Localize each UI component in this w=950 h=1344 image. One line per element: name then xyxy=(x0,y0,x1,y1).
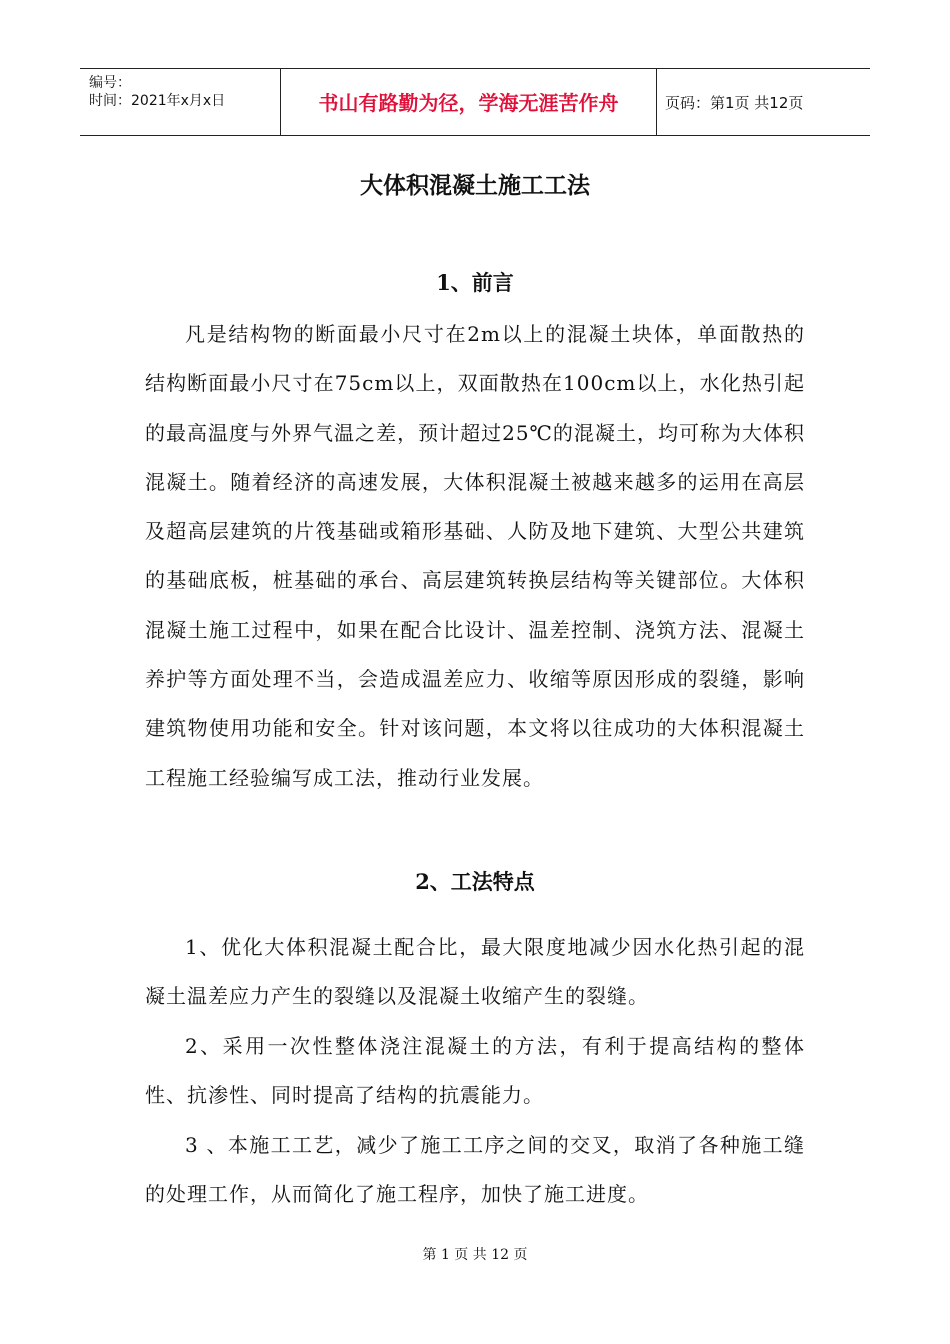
header-motto: 书山有路勤为径，学海无涯苦作舟 xyxy=(318,91,619,115)
page-header xyxy=(80,68,870,136)
page-footer: 第 1 页 共 12 页 xyxy=(422,1247,528,1263)
header-page-info: 页码：第1页 共12页 xyxy=(665,94,804,112)
time-label: 时间：2021年x月x日 xyxy=(89,93,226,109)
document-title: 大体积混凝土施工工法 xyxy=(360,172,590,199)
header-motto-cell xyxy=(280,69,657,135)
paragraph: 2、采用一次性整体浇注混凝土的方法，有利于提高结构的整体性、抗渗性、同时提高了结构的抗震能力。 xyxy=(145,1034,805,1108)
section-heading: 1、前言 xyxy=(436,270,514,295)
paragraph: 凡是结构物的断面最小尺寸在2m以上的混凝土块体，单面散热的结构断面最小尺寸在75cm以上，双面散热在100cm以上，水化热引起的最高温度与外界气温之差，预计超过25℃的混凝土，均可称为大体积混凝土。随着经济的高速发展，大体积混凝土被越来越多的运用在高层及超高层建筑的片筏基础或箱形基础、人防及地下建筑、大型公共建筑的基础底板，桩基础的承台、高层建筑转换层结构等关键部位。大体积混凝土施工过程中，如果在配合比设计、温差控制、浇筑方法、混凝土养护等方面处理不当，会造成温差应力、收缩等原因形成的裂缝，影响建筑物使用功能和安全。针对该问题，本文将以往成功的大体积混凝土工程施工经验编写成工法，推动行业发展。 xyxy=(145,322,805,790)
paragraph: 3 、本施工工艺，减少了施工工序之间的交叉，取消了各种施工缝的处理工作，从而简化了施工程序，加快了施工进度。 xyxy=(145,1133,805,1207)
section-heading: 2、工法特点 xyxy=(415,869,535,894)
header-page-cell xyxy=(656,69,870,135)
number-label: 编号： xyxy=(89,75,131,91)
paragraph: 1、优化大体积混凝土配合比，最大限度地减少因水化热引起的混凝土温差应力产生的裂缝以及混凝土收缩产生的裂缝。 xyxy=(145,935,805,1009)
header-meta-cell xyxy=(80,69,280,135)
